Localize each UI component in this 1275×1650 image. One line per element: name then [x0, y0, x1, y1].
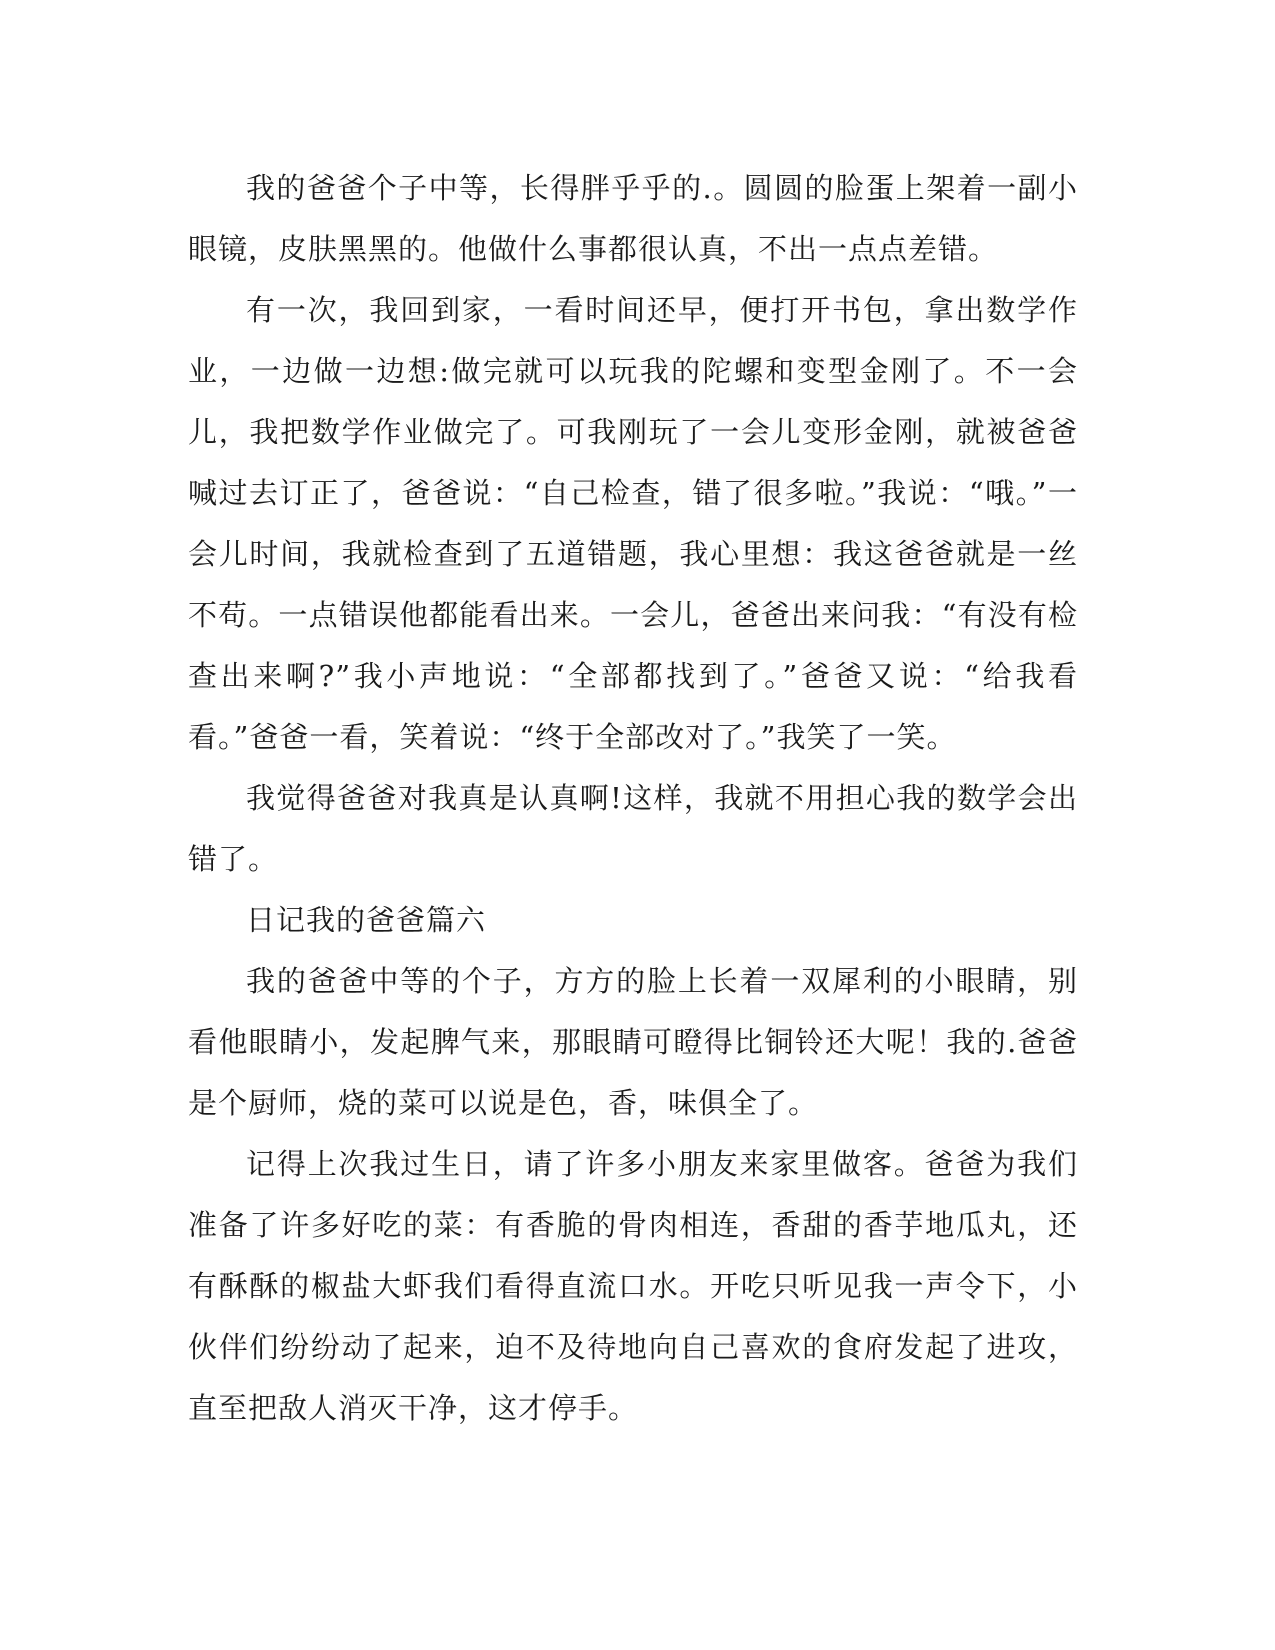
paragraph-3: 我觉得爸爸对我真是认真啊!这样，我就不用担心我的数学会出错了。	[188, 781, 1078, 876]
section-heading: 日记我的爸爸篇六	[246, 903, 487, 937]
paragraph-2: 有一次，我回到家，一看时间还早，便打开书包，拿出数学作业，一边做一边想:做完就可以玩我的陀螺和变型金刚了。不一会儿，我把数学作业做完了。可我刚玩了一会儿变形金刚，就被爸爸喊过去订正了，爸爸说：“自己检查，错了很多啦。”我说：“哦。”一会儿时间，我就检查到了五道错题，我心里想：我这爸爸就是一丝不苟。一点错误他都能看出来。一会儿，爸爸出来问我：“有没有检查出来啊?”我小声地说：“全部都找到了。”爸爸又说：“给我看看。”爸爸一看，笑着说：“终于全部改对了。”我笑了一笑。	[188, 293, 1078, 754]
document-body	[188, 158, 1078, 1439]
paragraph-4: 我的爸爸中等的个子，方方的脸上长着一双犀利的小眼睛，别看他眼睛小，发起脾气来，那眼睛可瞪得比铜铃还大呢！我的.爸爸是个厨师，烧的菜可以说是色，香，味俱全了。	[188, 964, 1078, 1120]
paragraph-5: 记得上次我过生日，请了许多小朋友来家里做客。爸爸为我们准备了许多好吃的菜：有香脆的骨肉相连，香甜的香芋地瓜丸，还有酥酥的椒盐大虾我们看得直流口水。开吃只听见我一声令下，小伙伴们纷纷动了起来，迫不及待地向自己喜欢的食府发起了进攻，直至把敌人消灭干净，这才停手。	[188, 1147, 1078, 1425]
paragraph-1: 我的爸爸个子中等，长得胖乎乎的.。圆圆的脸蛋上架着一副小眼镜，皮肤黑黑的。他做什么事都很认真，不出一点点差错。	[188, 171, 1078, 266]
